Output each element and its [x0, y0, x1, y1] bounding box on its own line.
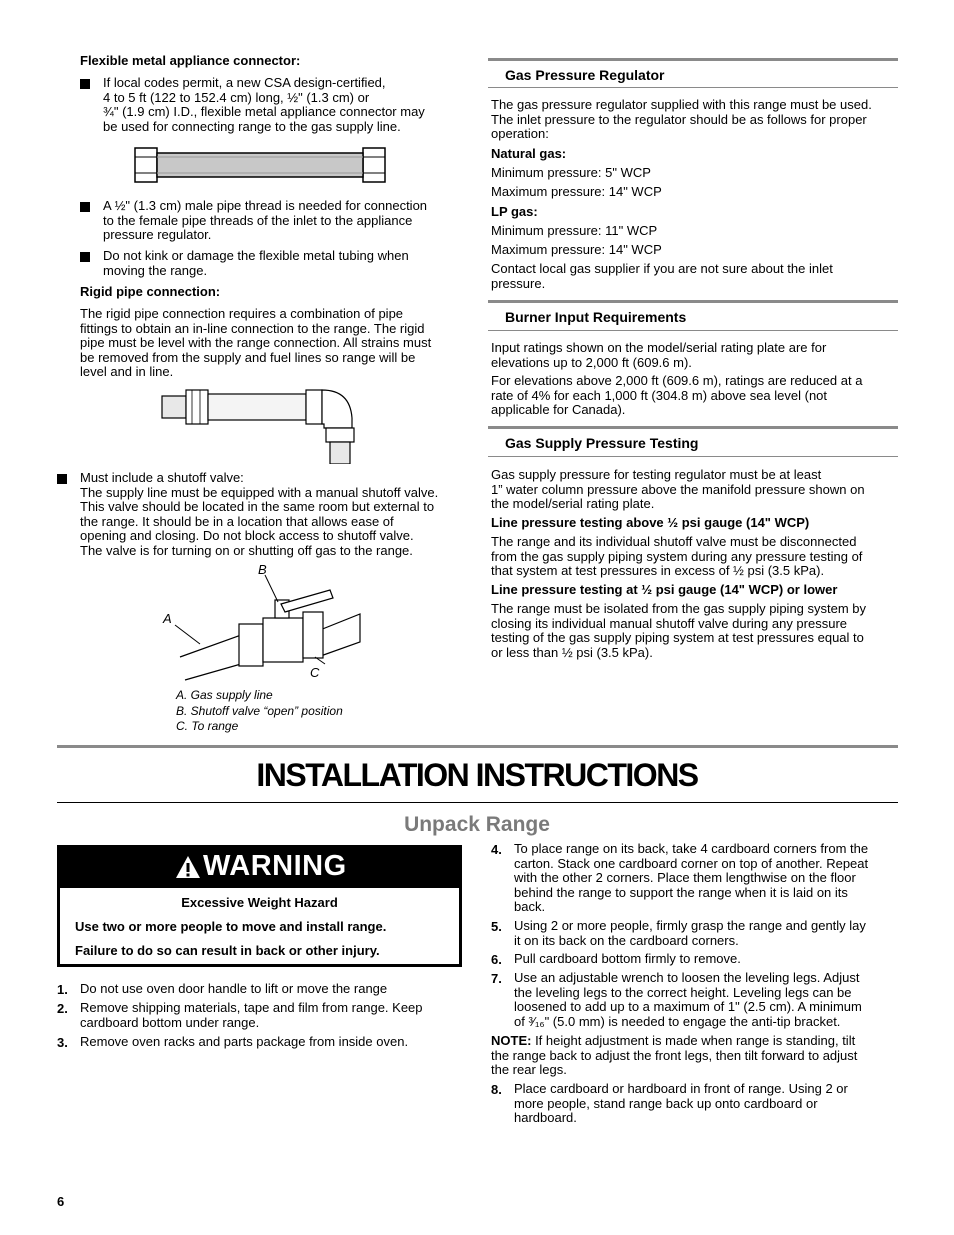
- step-1: Do not use oven door handle to lift or move the range: [80, 981, 388, 996]
- bullet: [80, 202, 90, 212]
- step-number: 5.: [491, 919, 502, 934]
- warning-box: [57, 845, 462, 967]
- step-7: Use an adjustable wrench to loosen the leveling legs. Adjust the leveling legs to the correct height. Leveling legs can be loosened to add up to a maximum of 1" (2.5 cm). A minimum of ³⁄₁₆" (5.0 mm) is needed to engage the anti-tip bracket.: [514, 970, 862, 1029]
- step-number: 8.: [491, 1082, 502, 1097]
- regulator-heading: Gas Pressure Regulator: [505, 67, 665, 83]
- divider: [488, 58, 898, 61]
- valve-label-a: A: [163, 611, 172, 626]
- natural-max: Maximum pressure: 14" WCP: [491, 184, 662, 199]
- divider: [488, 456, 898, 457]
- step-number: 1.: [57, 982, 68, 997]
- title-rule-top: [57, 745, 898, 748]
- valve-label-b: B: [258, 562, 267, 577]
- note-paragraph: NOTE: If height adjustment is made when range is standing, tilt the range back to adjust the front legs, then tilt forward to adjust the rear legs.: [491, 1033, 858, 1077]
- warning-triangle-icon: [175, 855, 201, 879]
- lp-gas-label: LP gas:: [491, 204, 538, 219]
- step-number: 3.: [57, 1035, 68, 1050]
- step-number: 6.: [491, 952, 502, 967]
- flex-connector-illustration: [134, 145, 386, 185]
- lp-min: Minimum pressure: 11" WCP: [491, 223, 658, 238]
- testing-heading: Gas Supply Pressure Testing: [505, 435, 699, 451]
- warning-hazard: Excessive Weight Hazard: [181, 895, 338, 910]
- lp-max: Maximum pressure: 14" WCP: [491, 242, 662, 257]
- step-number: 2.: [57, 1001, 68, 1016]
- flex-bullet-1: If local codes permit, a new CSA design-certified, 4 to 5 ft (122 to 152.4 cm) long, ½" (1.3 cm) or ¾" (1.9 cm) I.D., flexible metal appliance connector may be used for connecting range to the gas supply line.: [103, 75, 425, 134]
- section-title: Unpack Range: [404, 813, 550, 836]
- valve-captions: A. Gas supply line B. Shutoff valve “open” position C. To range: [176, 688, 343, 733]
- regulator-paragraph: The gas pressure regulator supplied with this range must be used. The inlet pressure to the regulator should be as follows for proper operation:: [491, 97, 872, 141]
- flex-connector-heading: Flexible metal appliance connector:: [80, 53, 301, 68]
- main-title: INSTALLATION INSTRUCTIONS: [256, 757, 698, 793]
- rigid-pipe-illustration: [160, 384, 360, 464]
- shutoff-valve-illustration: [155, 562, 370, 682]
- step-3: Remove oven racks and parts package from inside oven.: [80, 1034, 409, 1049]
- burner-paragraph-1: Input ratings shown on the model/serial rating plate are for elevations up to 2,000 ft (609.6 m).: [491, 340, 827, 370]
- natural-min: Minimum pressure: 5" WCP: [491, 165, 651, 180]
- flex-bullet-2: A ½" (1.3 cm) male pipe thread is needed for connection to the female pipe threads of the inlet to the appliance pressure regulator.: [103, 198, 428, 242]
- bullet: [80, 252, 90, 262]
- warning-label: WARNING: [203, 850, 347, 882]
- page-number: 6: [57, 1194, 65, 1209]
- bullet: [80, 79, 90, 89]
- bullet: [57, 474, 67, 484]
- rigid-pipe-heading: Rigid pipe connection:: [80, 284, 221, 299]
- divider: [488, 330, 898, 331]
- warning-header: [60, 848, 459, 888]
- warning-line-2: Failure to do so can result in back or other injury.: [75, 943, 380, 958]
- step-4: To place range on its back, take 4 cardboard corners from the carton. Stack one cardboard corner on top of another. Repeat with the other 2 corners. Place them lengthwise on the floor behind the range to support the range when it is laid on its back.: [514, 841, 869, 914]
- testing-paragraph: Gas supply pressure for testing regulator must be at least 1” water column pressure above the manifold pressure shown on the model/serial rating plate.: [491, 467, 865, 511]
- divider: [488, 426, 898, 429]
- step-number: 7.: [491, 971, 502, 986]
- step-number: 4.: [491, 842, 502, 857]
- divider: [488, 87, 898, 88]
- below-paragraph: The range must be isolated from the gas supply piping system by closing its individual manual shutoff valve during any pressure testing of the gas supply piping system at test pressures equal to or less than ½ psi (3.5 kPa).: [491, 601, 867, 660]
- flex-bullet-3: Do not kink or damage the flexible metal tubing when moving the range.: [103, 248, 409, 278]
- step-5: Using 2 or more people, firmly grasp the range and gently lay it on its back on the cardboard corners.: [514, 918, 866, 948]
- above-paragraph: The range and its individual shutoff valve must be disconnected from the gas supply piping system during any pressure testing of that system at test pressures in excess of ½ psi (3.5 kPa).: [491, 534, 863, 578]
- divider: [488, 300, 898, 303]
- step-8: Place cardboard or hardboard in front of range. Using 2 or more people, stand range back up onto cardboard or hardboard.: [514, 1081, 848, 1125]
- burner-paragraph-2: For elevations above 2,000 ft (609.6 m), ratings are reduced at a rate of 4% for each 1,000 ft (304.8 m) above sea level (not applicable for Canada).: [491, 373, 863, 417]
- rigid-pipe-paragraph: The rigid pipe connection requires a combination of pipe fittings to obtain an in-line connection to the range. The rigid pipe must be level with the range connection. All strains must be removed from the supply and fuel lines so range will be level and in line.: [80, 306, 432, 379]
- valve-label-c: C: [310, 665, 320, 680]
- title-rule-bottom: [57, 802, 898, 803]
- natural-gas-label: Natural gas:: [491, 146, 567, 161]
- step-6: Pull cardboard bottom firmly to remove.: [514, 951, 741, 966]
- contact-paragraph: Contact local gas supplier if you are not sure about the inlet pressure.: [491, 261, 833, 291]
- above-heading: Line pressure testing above ½ psi gauge (14" WCP): [491, 515, 810, 530]
- below-heading: Line pressure testing at ½ psi gauge (14" WCP) or lower: [491, 582, 838, 597]
- note-label: NOTE:: [491, 1033, 532, 1048]
- step-2: Remove shipping materials, tape and film from range. Keep cardboard bottom under range.: [80, 1000, 423, 1030]
- burner-heading: Burner Input Requirements: [505, 309, 687, 325]
- warning-line-1: Use two or more people to move and install range.: [75, 919, 387, 934]
- shutoff-valve-bullet: Must include a shutoff valve: The supply line must be equipped with a manual shutoff valve. This valve should be located in the same room but external to the range. It should be in a location that allows ease of opening and closing. Do not block access to shutoff valve. The valve is for turning on or shutting off gas to the range.: [80, 470, 439, 558]
